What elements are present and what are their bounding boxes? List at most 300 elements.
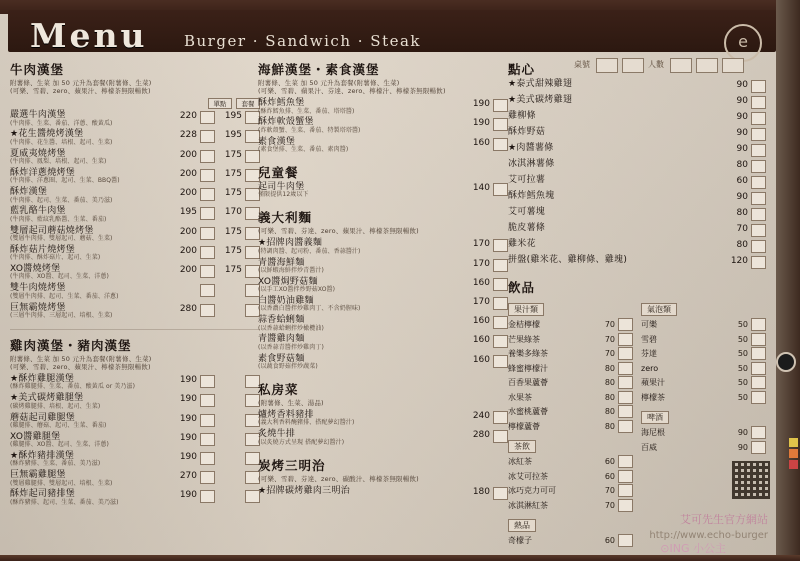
drink-row xyxy=(641,376,766,389)
order-checkbox[interactable] xyxy=(200,433,215,446)
menu-item-name: ★酥炸豬排漢堡 xyxy=(10,451,75,462)
menu-item-prices xyxy=(466,258,508,272)
order-checkbox[interactable] xyxy=(618,318,633,331)
order-checkbox[interactable] xyxy=(200,150,215,163)
menu-item-desc: (牛肉排、花生醬、培根、起司、生菜) xyxy=(10,138,113,146)
menu-item-prices xyxy=(173,226,260,240)
order-checkbox[interactable] xyxy=(493,239,508,252)
drink-price: 70 xyxy=(604,349,615,358)
drink-row xyxy=(508,455,633,468)
order-checkbox[interactable] xyxy=(493,183,508,196)
menu-section-private xyxy=(258,380,508,447)
menu-column-right xyxy=(508,60,766,558)
menu-item xyxy=(258,238,508,255)
order-checkbox[interactable] xyxy=(200,490,215,503)
menu-item xyxy=(10,226,260,243)
menu-item-name: ★花生醬燒烤漢堡 xyxy=(10,129,84,140)
menu-item-names xyxy=(508,111,724,121)
menu-item-prices xyxy=(724,79,766,93)
drinks-group-header: 熱品 xyxy=(508,519,536,532)
order-checkbox[interactable] xyxy=(493,430,508,443)
menu-item-name: 酥炸野菇 xyxy=(508,127,546,137)
menu-item-names xyxy=(10,413,173,430)
order-checkbox[interactable] xyxy=(751,256,766,269)
menu-item-name: 起司牛肉堡 xyxy=(258,181,305,192)
order-checkbox[interactable] xyxy=(200,207,215,220)
menu-item-price-single: 90 xyxy=(736,112,748,122)
menu-item xyxy=(508,159,766,173)
drink-row xyxy=(508,318,633,331)
drink-price: 80 xyxy=(604,378,615,387)
menu-item-names xyxy=(10,374,173,391)
menu-item-prices xyxy=(173,187,260,201)
menu-item-price-single: 200 xyxy=(179,245,197,256)
menu-item-price-single: 200 xyxy=(179,149,197,160)
menu-item-names xyxy=(10,489,173,506)
order-checkbox[interactable] xyxy=(493,278,508,291)
menu-item-name: ★美式碳烤雞腿堡 xyxy=(10,393,84,404)
section-divider xyxy=(10,329,260,330)
menu-item xyxy=(508,127,766,141)
drink-name: 蜂蜜檸檬汁 xyxy=(508,363,548,373)
menu-item-price-single: 170 xyxy=(472,258,490,269)
menu-item xyxy=(10,303,260,320)
menu-item-prices xyxy=(724,159,766,173)
menu-item-name: 艾可薯塊 xyxy=(508,207,546,217)
order-checkbox[interactable] xyxy=(493,118,508,131)
menu-item-desc: (以香蒜青醬拌炒雞肉丁) xyxy=(258,343,324,351)
table-number-label: 桌號 xyxy=(574,60,590,69)
drink-row xyxy=(508,499,633,512)
people-count-label: 人數 xyxy=(648,60,664,69)
menu-item-prices xyxy=(173,149,260,163)
order-checkbox[interactable] xyxy=(493,138,508,151)
order-checkbox[interactable] xyxy=(493,335,508,348)
page-subtitle: Burger · Sandwich · Steak xyxy=(184,32,422,50)
menu-item-name: 青醬海鮮麵 xyxy=(258,257,305,268)
menu-item xyxy=(10,187,260,204)
menu-item-names xyxy=(258,137,466,154)
drink-price: 70 xyxy=(604,500,615,510)
drink-price: 50 xyxy=(737,320,748,329)
menu-item-prices xyxy=(466,429,508,443)
order-checkbox[interactable] xyxy=(751,376,766,389)
menu-item-desc: (牛肉排、鳳梨、培根、起司、生菜) xyxy=(10,158,107,166)
menu-item-names xyxy=(10,470,173,487)
menu-item-prices xyxy=(724,239,766,253)
menu-item-price-single: 170 xyxy=(472,297,490,308)
menu-item-prices xyxy=(173,432,260,446)
menu-item-names xyxy=(10,393,173,410)
order-checkbox[interactable] xyxy=(200,265,215,278)
order-checkbox[interactable] xyxy=(618,470,633,483)
menu-item-price-single: 190 xyxy=(179,432,197,443)
order-checkbox[interactable] xyxy=(618,455,633,468)
menu-item-name: 嚴選牛肉漢堡 xyxy=(10,110,66,121)
menu-item-desc: (素食堡排、生菜、番茄、素肉醬) xyxy=(258,146,349,154)
order-checkbox[interactable] xyxy=(493,259,508,272)
order-checkbox[interactable] xyxy=(751,441,766,454)
menu-item xyxy=(508,255,766,269)
drink-price: 50 xyxy=(737,378,748,387)
menu-item xyxy=(10,432,260,449)
menu-item-desc: (雞腿排、XO醬、起司、生菜、洋蔥) xyxy=(10,441,109,449)
drink-price: 80 xyxy=(604,421,615,431)
order-checkbox[interactable] xyxy=(493,99,508,112)
drink-price: 70 xyxy=(604,334,615,344)
order-checkbox[interactable] xyxy=(493,316,508,329)
menu-item-name: 艾可拉薯 xyxy=(508,175,546,185)
menu-item-names xyxy=(10,129,173,146)
menu-item-name: 蒜香蛤蜊麵 xyxy=(258,315,305,326)
menu-item-name: 酥炸洋蔥燒烤堡 xyxy=(10,167,76,178)
menu-item-price-single: 200 xyxy=(179,168,197,179)
menu-item-name: ★肉醬薯條 xyxy=(508,143,554,153)
menu-item-prices xyxy=(724,127,766,141)
menu-item-price-single: 200 xyxy=(179,226,197,237)
watermark-site-name: 艾可先生官方網站 xyxy=(680,513,768,526)
menu-item xyxy=(10,110,260,127)
menu-section-drinks xyxy=(508,278,766,549)
drink-name: 金桔檸檬 xyxy=(508,320,540,329)
col-header-single: 單點 xyxy=(208,98,232,109)
menu-item-names xyxy=(258,117,466,134)
drink-name: 冰巧克力可可 xyxy=(508,486,556,495)
order-checkbox[interactable] xyxy=(751,144,766,157)
order-checkbox[interactable] xyxy=(493,411,508,424)
order-checkbox[interactable] xyxy=(751,224,766,237)
drink-name: 水蜜桃蘆薈 xyxy=(508,407,548,416)
section-note: (可樂、雪碧、芬達、zero、碳酸汁、檸檬茶無限暢飲) xyxy=(258,474,419,483)
section-title: 兒童餐 xyxy=(258,164,299,180)
menu-item-price-single: 160 xyxy=(472,137,490,148)
drink-name: 可樂 xyxy=(641,320,657,329)
menu-item-names xyxy=(10,451,173,468)
order-checkbox[interactable] xyxy=(493,355,508,368)
order-checkbox[interactable] xyxy=(751,160,766,173)
menu-item-desc: (三層牛肉排、三層起司、培根、生菜) xyxy=(10,311,113,319)
menu-item-price-single: 90 xyxy=(736,192,748,202)
menu-item-name: 爐烤香料豬排 xyxy=(258,410,314,421)
order-checkbox[interactable] xyxy=(618,484,633,497)
menu-item-names xyxy=(508,239,724,249)
section-title: 點心 xyxy=(508,62,536,77)
menu-item-price-single: 90 xyxy=(736,96,748,106)
menu-item-name: XO醬焗野菇麵 xyxy=(258,276,318,287)
drink-name: 檸檬茶 xyxy=(641,392,665,402)
drinks-group-header: 啤酒 xyxy=(641,411,669,424)
menu-item xyxy=(258,277,508,294)
page-title: Menu xyxy=(30,16,148,55)
menu-item-price-single: 195 xyxy=(179,207,197,218)
menu-item-names xyxy=(258,296,466,313)
menu-item-price-single: 160 xyxy=(472,316,490,327)
order-checkbox[interactable] xyxy=(200,130,215,143)
menu-item-names xyxy=(258,354,466,371)
menu-item-price-single: 240 xyxy=(472,411,490,422)
drink-row xyxy=(641,362,766,375)
drink-name: zero xyxy=(641,363,659,373)
drink-row xyxy=(641,347,766,360)
menu-item-names xyxy=(10,264,173,281)
menu-item-price-set: 175 xyxy=(224,168,242,179)
menu-item-price-single: 280 xyxy=(472,430,490,441)
order-checkbox[interactable] xyxy=(751,192,766,205)
menu-item-prices xyxy=(173,129,260,143)
menu-item xyxy=(508,95,766,109)
drinks-group-header: 果汁類 xyxy=(508,303,544,316)
menu-item xyxy=(258,258,508,275)
menu-item xyxy=(10,393,260,410)
section-title: 義大利麵 xyxy=(258,210,313,226)
order-checkbox[interactable] xyxy=(200,394,215,407)
menu-item-prices xyxy=(724,191,766,205)
watermark-url: http://www.echo-burger xyxy=(649,530,768,541)
menu-item-names xyxy=(258,182,466,199)
order-checkbox[interactable] xyxy=(493,487,508,500)
menu-item-name: 雞柳條 xyxy=(508,111,536,121)
menu-item xyxy=(508,191,766,205)
order-checkbox[interactable] xyxy=(751,240,766,253)
menu-item-desc: (以手工XO醬拌炒野菇XO醬) xyxy=(258,286,336,294)
menu-item-price-single: 60 xyxy=(736,176,748,186)
menu-item-name: 雙牛肉燒烤堡 xyxy=(10,283,66,294)
order-checkbox[interactable] xyxy=(751,128,766,141)
order-checkbox[interactable] xyxy=(751,80,766,93)
menu-item-name: 夏威夷燒烤堡 xyxy=(10,148,66,159)
menu-item xyxy=(258,182,508,199)
drink-name: 海尼根 xyxy=(641,428,665,437)
order-checkbox[interactable] xyxy=(751,96,766,109)
section-note: (附薯條、生菜、湯品) xyxy=(258,398,324,407)
menu-item-name: 酥炸漢堡 xyxy=(10,187,48,198)
order-checkbox[interactable] xyxy=(200,452,215,465)
order-checkbox[interactable] xyxy=(200,414,215,427)
section-title: 炭烤三明治 xyxy=(258,457,326,473)
menu-item-prices xyxy=(173,374,260,388)
order-checkbox[interactable] xyxy=(751,176,766,189)
drink-row xyxy=(508,405,633,418)
menu-item-desc: (以蔬食野菇拌炒蔬菜) xyxy=(258,363,318,371)
menu-section-sandwich xyxy=(258,456,508,500)
menu-item-name: 拼盤(雞米花、雞柳條、雞塊) xyxy=(508,255,628,265)
menu-item-price-single: 80 xyxy=(736,208,748,218)
menu-item-names xyxy=(10,168,173,185)
order-checkbox[interactable] xyxy=(618,347,633,360)
order-checkbox[interactable] xyxy=(618,391,633,404)
order-checkbox[interactable] xyxy=(751,333,766,346)
drink-row xyxy=(508,333,633,346)
order-checkbox[interactable] xyxy=(618,333,633,346)
menu-item-desc: (以香濃白醬拌炒雞肉丁、不含奶腥味) xyxy=(258,305,361,313)
menu-item-prices xyxy=(173,393,260,407)
order-checkbox[interactable] xyxy=(493,297,508,310)
menu-item-prices xyxy=(724,143,766,157)
drink-name: 養樂多綠茶 xyxy=(508,349,548,358)
menu-item-desc: (牛肉排、XO醬、起司、生菜、洋蔥) xyxy=(10,273,109,281)
drink-name: 檸檬蘆薈 xyxy=(508,421,540,431)
menu-item-names xyxy=(258,486,466,496)
order-checkbox[interactable] xyxy=(200,188,215,201)
drinks-group-header: 茶飲 xyxy=(508,440,536,453)
menu-item-name: 脆皮薯條 xyxy=(508,223,546,233)
order-checkbox[interactable] xyxy=(618,534,633,547)
order-checkbox[interactable] xyxy=(751,208,766,221)
drink-row xyxy=(508,534,633,547)
menu-item xyxy=(10,264,260,281)
order-checkbox[interactable] xyxy=(200,169,215,182)
menu-item-names xyxy=(10,110,173,127)
drink-row xyxy=(641,318,766,331)
menu-item xyxy=(10,451,260,468)
order-checkbox[interactable] xyxy=(618,362,633,375)
menu-item-price-single: 190 xyxy=(179,452,197,463)
menu-item-names xyxy=(10,226,173,243)
menu-item-price-single: 170 xyxy=(472,239,490,250)
order-checkbox[interactable] xyxy=(751,318,766,331)
menu-item-price-set: 175 xyxy=(224,245,242,256)
menu-item xyxy=(508,111,766,125)
menu-item-prices xyxy=(173,283,260,297)
drink-price: 90 xyxy=(737,428,748,437)
menu-section-pasta xyxy=(258,208,508,371)
menu-item xyxy=(10,374,260,391)
menu-item-price-set: 175 xyxy=(224,265,242,276)
menu-item-price-single: 280 xyxy=(179,303,197,314)
menu-item xyxy=(508,175,766,189)
menu-item xyxy=(508,79,766,93)
drink-price: 50 xyxy=(737,363,748,373)
menu-item-price-set: 175 xyxy=(224,188,242,199)
menu-item-price-single: 270 xyxy=(179,471,197,482)
section-title: 海鮮漢堡・素食漢堡 xyxy=(258,62,380,77)
order-checkbox[interactable] xyxy=(200,246,215,259)
menu-item-name: ★美式碳烤雞翅 xyxy=(508,95,573,105)
order-checkbox[interactable] xyxy=(200,375,215,388)
menu-item-prices xyxy=(466,117,508,131)
menu-item-prices xyxy=(173,168,260,182)
order-checkbox[interactable] xyxy=(751,347,766,360)
order-checkbox[interactable] xyxy=(618,405,633,418)
menu-item-names xyxy=(258,238,466,255)
menu-item-desc: (碳烤雞腿排、培根、起司、生菜) xyxy=(10,402,101,410)
menu-item-price-single: 160 xyxy=(472,277,490,288)
menu-item-desc: (酥炸豬排、生菜、番茄、美乃滋) xyxy=(10,460,101,468)
menu-item-price-single: 160 xyxy=(472,354,490,365)
menu-item-desc: (牛肉排、洋蔥圈、起司、生菜、BBQ醬) xyxy=(10,177,120,185)
menu-item xyxy=(258,117,508,134)
drink-name: 冰淇淋紅茶 xyxy=(508,500,548,510)
drink-row xyxy=(508,484,633,497)
menu-item-desc: (牛肉排、起司、生菜、番茄、美乃滋) xyxy=(10,196,113,204)
menu-item-names xyxy=(10,303,173,320)
menu-item-desc: (牛肉排、酥炸菇片、起司、生菜) xyxy=(10,254,101,262)
menu-item-price-set: 170 xyxy=(224,207,242,218)
order-checkbox[interactable] xyxy=(200,304,215,317)
menu-item-prices xyxy=(173,470,260,484)
menu-item-prices xyxy=(466,277,508,291)
menu-item-price-single: 90 xyxy=(736,144,748,154)
menu-item-name: 巨無霸燒烤堡 xyxy=(10,302,66,313)
menu-item-prices xyxy=(466,334,508,348)
order-checkbox[interactable] xyxy=(751,112,766,125)
order-checkbox[interactable] xyxy=(618,420,633,433)
menu-item-names xyxy=(10,245,173,262)
menu-item-names xyxy=(508,255,724,265)
menu-item-names xyxy=(10,206,173,223)
menu-item xyxy=(258,354,508,371)
menu-item xyxy=(258,98,508,115)
order-checkbox[interactable] xyxy=(618,376,633,389)
menu-item-names xyxy=(258,258,466,275)
order-checkbox[interactable] xyxy=(200,227,215,240)
menu-item-prices xyxy=(466,315,508,329)
menu-item xyxy=(10,168,260,185)
menu-item xyxy=(10,129,260,146)
menu-item-prices xyxy=(173,245,260,259)
menu-item xyxy=(258,334,508,351)
menu-item-desc: (牛肉排、生菜、番茄、洋蔥、酸黃瓜) xyxy=(10,119,113,127)
menu-item-price-single: 228 xyxy=(179,130,197,141)
order-checkbox[interactable] xyxy=(618,499,633,512)
menu-item-price-single: 220 xyxy=(179,111,197,122)
order-checkbox[interactable] xyxy=(200,284,215,297)
menu-item-prices xyxy=(724,207,766,221)
menu-item-name: 酥炸鱈魚堡 xyxy=(258,98,305,109)
section-note: 附薯條、生菜 加 50 元升為套餐(附薯條、生菜) (可樂、雪碧、zero、蘋果汁、檸檬茶無限暢飲) xyxy=(10,354,152,371)
menu-item-price-set: 175 xyxy=(224,149,242,160)
menu-item-names xyxy=(508,79,724,89)
menu-item-desc: (雙層牛肉排、雙層起司、蘑菇、生菜) xyxy=(10,235,113,242)
menu-item xyxy=(258,296,508,313)
menu-item-price-single: 160 xyxy=(472,335,490,346)
order-checkbox[interactable] xyxy=(751,362,766,375)
order-checkbox[interactable] xyxy=(751,426,766,439)
menu-item-desc: 僅限提供12歲以下 xyxy=(258,191,309,199)
menu-item-name: 雞米花 xyxy=(508,239,536,249)
menu-item xyxy=(10,489,260,506)
menu-item-prices xyxy=(466,486,508,500)
order-checkbox[interactable] xyxy=(200,111,215,124)
order-checkbox[interactable] xyxy=(200,471,215,484)
section-title: 牛肉漢堡 xyxy=(10,62,65,77)
menu-item-name: 雙層起司蘑菇燒烤堡 xyxy=(10,225,94,236)
menu-item xyxy=(258,137,508,154)
menu-item-name: 酥炸菇片燒烤堡 xyxy=(10,244,76,255)
order-checkbox[interactable] xyxy=(751,391,766,404)
menu-item-desc: (以鮮蝦海鮮拌炒青醬汁) xyxy=(258,266,324,274)
menu-item-name: 藍乳酪牛肉堡 xyxy=(10,206,66,217)
menu-item-name: 白醬奶油雞麵 xyxy=(258,296,314,307)
menu-item-prices xyxy=(466,354,508,368)
menu-item-price-single: 180 xyxy=(472,486,490,497)
menu-item-price-single: 90 xyxy=(736,80,748,90)
menu-item-names xyxy=(258,410,466,427)
menu-column-middle xyxy=(258,60,508,509)
menu-item-desc: (特調肉醬、起司粉、番茄、香蒜醬汁) xyxy=(258,247,361,255)
drink-name: 芒果綠茶 xyxy=(508,334,540,344)
menu-item-prices xyxy=(724,223,766,237)
drink-row xyxy=(641,391,766,404)
menu-item-name: 蘑菇起司雞腿堡 xyxy=(10,412,76,423)
menu-item-names xyxy=(10,187,173,204)
drink-price: 90 xyxy=(737,442,748,452)
section-title: 私房菜 xyxy=(258,381,299,397)
menu-item-name: ★酥炸雞腿漢堡 xyxy=(10,374,75,385)
menu-item-prices xyxy=(466,137,508,151)
menu-item-price-set: 175 xyxy=(224,226,242,237)
menu-item-name: 巨無霸雞腿堡 xyxy=(10,470,66,481)
